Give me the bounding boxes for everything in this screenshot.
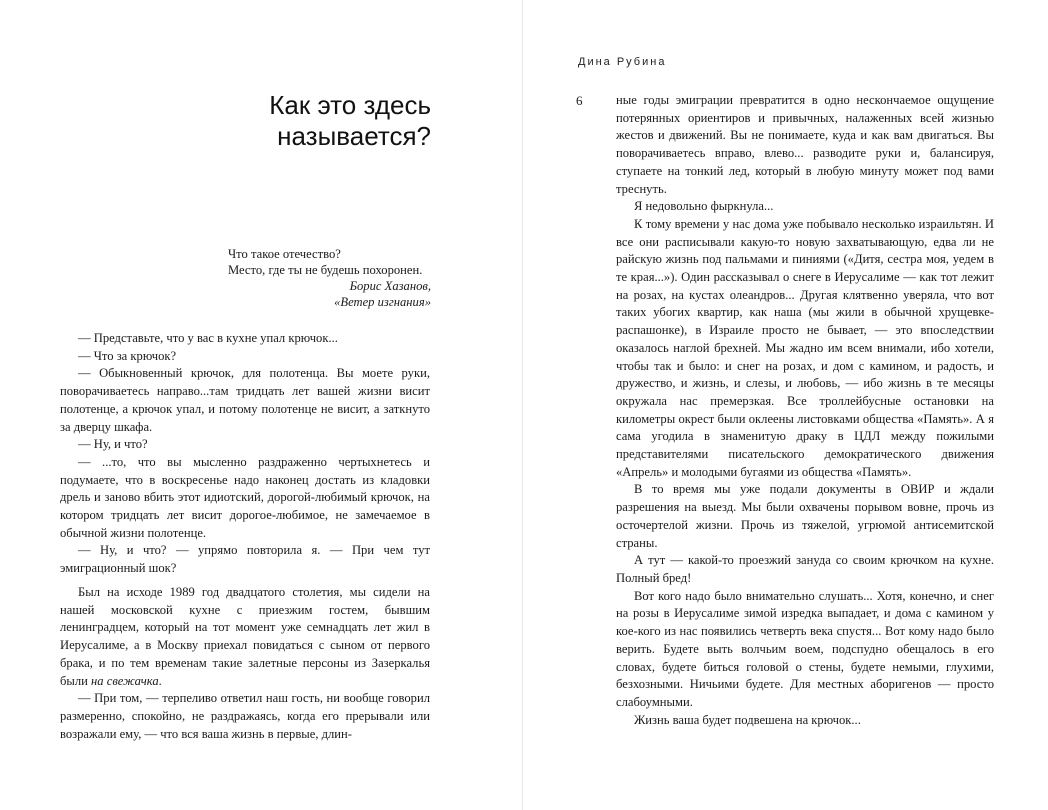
- body-text: [616, 92, 994, 729]
- paragraph: ные годы эмиграции превратится в одно нескончаемое ощущение потерянных ориентиров и привычных, налаженных всей жизнью жестов и движений. Вы не понимаете, куда и как вам двигаться. Вы поворачиваетесь вправо, влево... разводите руки и, балансируя, ступаете на тонкий лед, который в любую минуту может под вами треснуть.: [616, 93, 994, 196]
- paragraph: — ...то, что вы мысленно раздраженно чертыхнетесь и подумаете, что в воскресенье надо наконец достать из кладовки дрель и заново вбить этот идиотский, дорогой-любимый крючок, на котором тридцать лет висит дорогое-любимое, не замечаемое в обычной жизни полотенце.: [60, 454, 430, 540]
- paragraph: Я недовольно фыркнула...: [634, 199, 774, 214]
- paragraph: — Представьте, что у вас в кухне упал крючок...: [78, 331, 338, 345]
- dialogue-block: [60, 330, 430, 578]
- page-number: 6: [576, 93, 583, 108]
- running-head: Дина Рубина: [578, 56, 667, 68]
- paragraph: В то время мы уже подали документы в ОВИР и ждали разрешения на выезд. Мы были охвачены порывом вовне, прочь из осточертелой жизни. Прочь из тяжелой, угрюмой антисемитской страны.: [616, 482, 994, 550]
- epigraph-source: «Ветер изгнания»: [334, 294, 431, 309]
- text-run: Был на исходе 1989 год двадцатого столетия, мы сидели на нашей московской кухне с приезжим гостем, бывшим ленинградцем, который на тот момент уже семнадцать лет жил в Иерусалиме, а в Москву приехал повидаться с сыном от первого брака, и по тем временам такие залетные персоны из Зазеркалья были: [60, 585, 430, 688]
- paragraph: Жизнь ваша будет подвешена на крючок...: [634, 712, 861, 727]
- paragraph: А тут — какой-то проезжий зануда со своим крючком на кухне. Полный бред!: [616, 553, 994, 585]
- paragraph: [60, 584, 430, 690]
- page-gutter: [522, 0, 523, 810]
- paragraph: К тому времени у нас дома уже побывало несколько израильтян. И все они расписывали какую-то новую захватывающую, едва ли не райскую жизнь под пальмами и пиниями («Дитя, сестра моя, уедем в те края...»). Один рассказывал о снеге в Иерусалиме — как тот лежит на розах, на кустах олеандров... Другая клятвенно уверяла, что вот таких убогих квартир, как наша (мы жили в обычной хрущевке-распашонке), в Израиле просто не бывает, — это впоследствии оказалось наглой брехней. Мы жадно им всем внимали, ибо хотели, чтобы так и было: и снег на розах, и дом с камином, и радость, и дружество, и жизнь, и слезы, и любовь, — ибо жизнь в те месяцы окружала нас премерзкая. Все троллейбусные остановки на километры окрест были оклеены листовками общества «Память». А я сама угодила в знаменитую драку в ЦДЛ между пожилыми представителями писательского демократического движения «Апрель» и молодыми бугаями из общества «Память».: [616, 216, 994, 479]
- chapter-title: [269, 90, 431, 152]
- paragraph: — При том, — терпеливо ответил наш гость, ни вообще говорил размеренно, спокойно, не раздражаясь, когда его прерывали или возражали ему, — что вся ваша жизнь в первые, длин-: [60, 691, 430, 741]
- chapter-title-line: называется?: [277, 121, 431, 151]
- epigraph-line: Место, где ты не будешь похоронен.: [228, 262, 423, 277]
- chapter-title-line: Как это здесь: [269, 90, 431, 120]
- epigraph-line: Что такое отечество?: [228, 247, 341, 261]
- paragraph: Вот кого надо было внимательно слушать... Хотя, конечно, и снег на розы в Иерусалиме зимой изредка выпадает, и дома с камином у кое-кого из нас появились четверть века спустя... Вот кому надо было верить. Будете выть волчьим воем, подспудно обещалось в его словах, будете биться головой о стены, будете немыми, глухими, безхозными. Ничьими будете. Для местных аборигенов — просто слабоумными.: [616, 588, 994, 709]
- paragraph: — Обыкновенный крючок, для полотенца. Вы моете руки, поворачиваетесь направо...там тридцать лет вашей жизни висит полотенце, а крючок упал, и потому полотенце не висит, а заткнуто за дверцу шкафа.: [60, 366, 430, 434]
- epigraph: [228, 247, 431, 310]
- epigraph-author: Борис Хазанов,: [349, 279, 431, 294]
- paragraph: — Ну, и что?: [78, 437, 148, 452]
- left-page: [0, 0, 523, 810]
- right-page: [524, 0, 1048, 810]
- text-run: .: [158, 673, 162, 688]
- italic-phrase: на свежачка: [91, 673, 159, 688]
- paragraph: — Что за крючок?: [78, 348, 177, 363]
- paragraph: — Ну, и что? — упрямо повторила я. — При чем тут эмиграционный шок?: [60, 543, 430, 576]
- narrative-block: [60, 584, 430, 743]
